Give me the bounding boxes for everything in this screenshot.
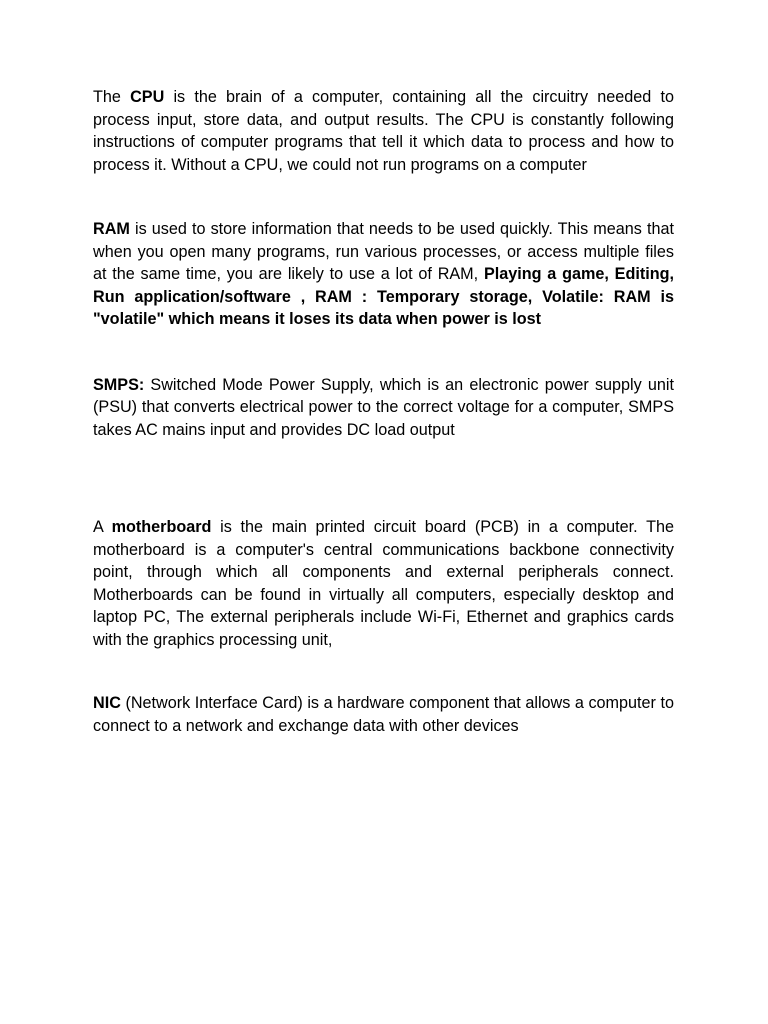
- nic-paragraph: [93, 692, 674, 737]
- cpu-term: CPU: [130, 88, 165, 106]
- smps-body-text: Switched Mode Power Supply, which is an electronic power supply unit (PSU) that converts electrical power to the correct voltage for a computer, SMPS takes AC mains input and provides DC load output: [93, 375, 674, 439]
- cpu-lead-text: The: [93, 88, 131, 106]
- ram-paragraph: [93, 218, 674, 331]
- nic-body-text: (Network Interface Card) is a hardware component that allows a computer to connect to a network and exchange data with other devices: [93, 694, 674, 735]
- ram-term: RAM: [93, 220, 130, 238]
- cpu-paragraph: [93, 86, 674, 176]
- ram-bold-summary: Playing a game, Editing, Run application/software , RAM : Temporary storage, Volatile: RAM is "volatile" which means it loses its data when power is lost: [93, 265, 674, 328]
- motherboard-body-text: is the main printed circuit board (PCB) in a computer. The motherboard is a computer's central communications backbone connectivity point, through which all components and external peripherals connect. Motherboards can be found in virtually all computers, especially desktop and laptop PC, The external peripherals include Wi-Fi, Ethernet and graphics cards with the graphics processing unit,: [93, 518, 674, 649]
- smps-paragraph: [93, 374, 674, 442]
- nic-term: NIC: [93, 694, 121, 712]
- motherboard-paragraph: [93, 516, 674, 651]
- smps-term: SMPS:: [93, 375, 145, 394]
- cpu-body-text: is the brain of a computer, containing all the circuitry needed to process input, store data, and output results. The CPU is constantly following instructions of computer programs that tell it which data to process and how to process it. Without a CPU, we could not run programs on a computer: [93, 88, 674, 174]
- document-page: [93, 86, 674, 737]
- ram-body-text: is used to store information that needs to be used quickly. This means that when you open many programs, run various processes, or access multiple files at the same time, you are likely to use a lot of RAM,: [93, 220, 674, 283]
- motherboard-lead-text: A: [93, 518, 112, 536]
- motherboard-term: motherboard: [111, 518, 212, 536]
